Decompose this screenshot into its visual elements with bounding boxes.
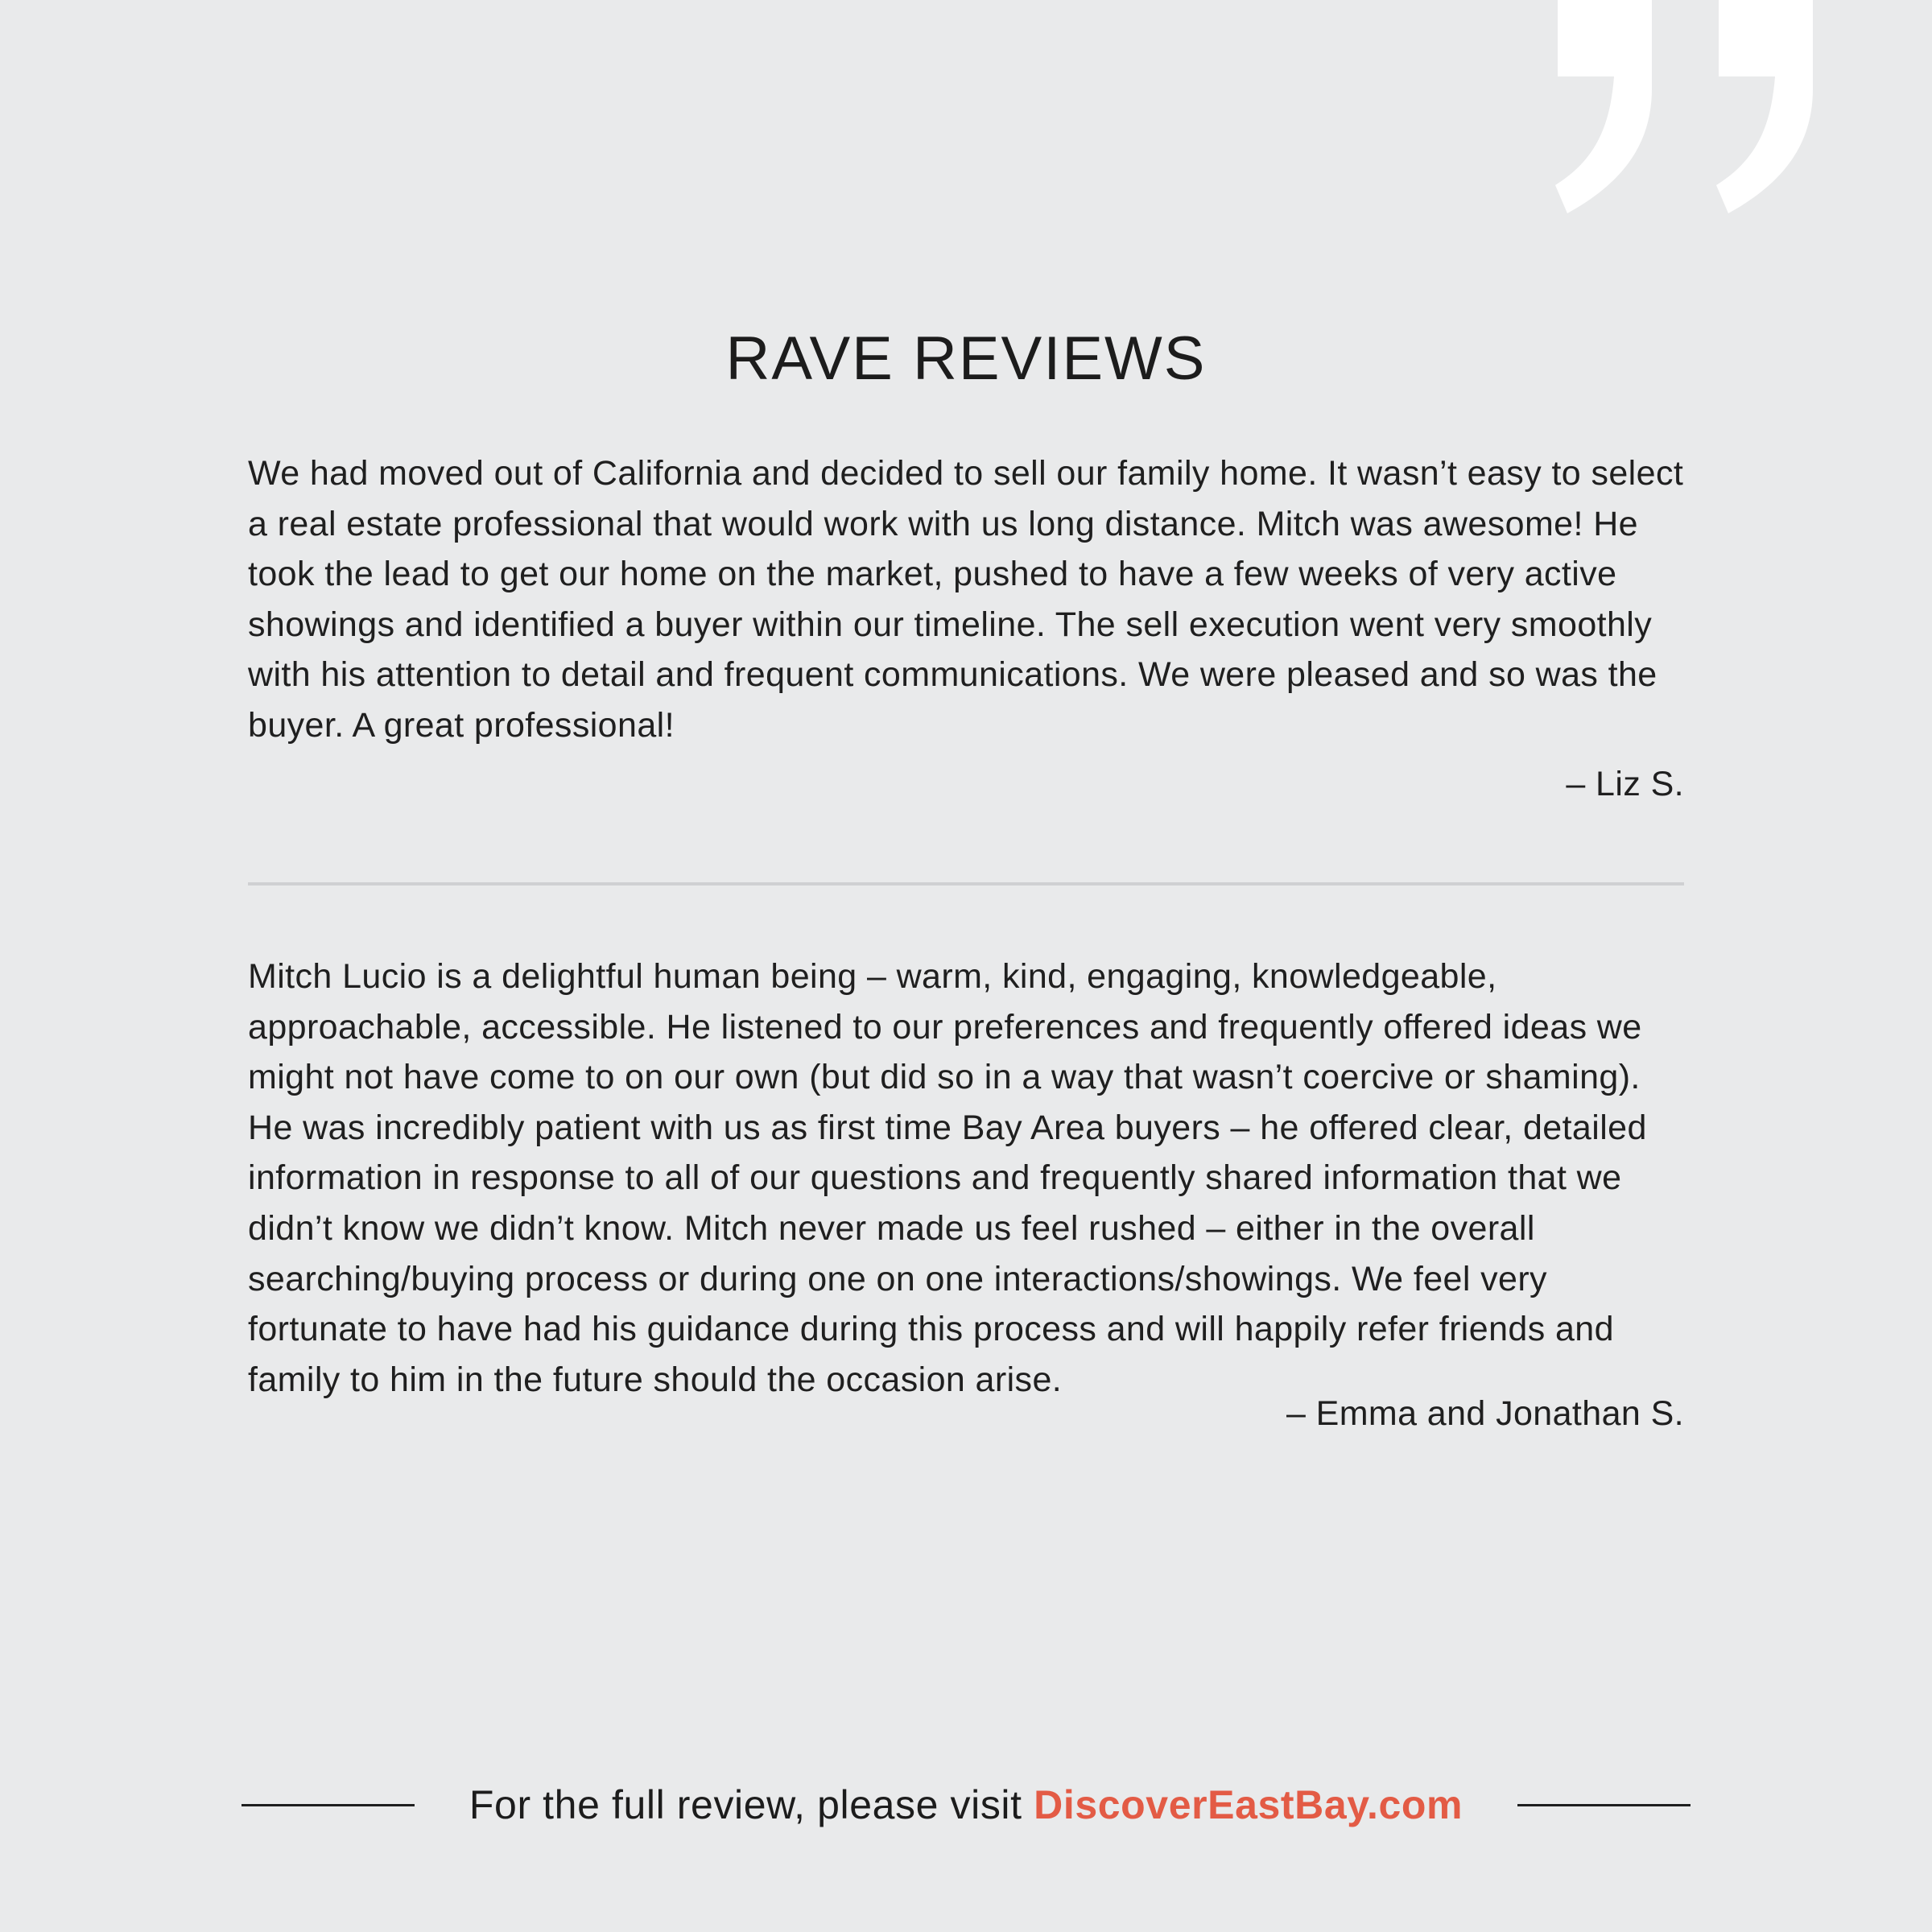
footer-call-to-action bbox=[242, 1773, 1690, 1837]
footer-rule-right bbox=[1517, 1804, 1690, 1806]
review-card bbox=[248, 952, 1684, 1439]
review-text: We had moved out of California and decided to sell our family home. It wasn’t easy to select a real estate professional that would work with us long distance. Mitch was awesome! He took the lead to get our home on the market, pushed to have a few weeks of very active showings and identified a buyer within our timeline. The sell execution went very smoothly with his attention to detail and frequent communications. We were pleased and so was the buyer. A great professional! bbox=[248, 454, 1684, 745]
closing-quote-icon bbox=[1538, 0, 1827, 217]
section-divider bbox=[248, 882, 1684, 886]
review-card bbox=[248, 448, 1684, 809]
review-text: Mitch Lucio is a delightful human being – warm, kind, engaging, knowledgeable, approachable, accessible. He listened to our preferences and frequently offered ideas we might not have come to on our own (but did so in a way that wasn’t coercive or shaming). He was incredibly patient with us as first time Bay Area buyers – he offered clear, detailed information in response to all of our questions and frequently shared information that we didn’t know we didn’t know. Mitch never made us feel rushed – either in the overall searching/buying process or during one on one interactions/showings. We feel very fortunate to have had his guidance during this process and will happily refer friends and family to him in the future should the occasion arise. bbox=[248, 957, 1647, 1399]
footer-rule-left bbox=[242, 1804, 415, 1806]
review-author: – Liz S. bbox=[1566, 764, 1684, 803]
review-author: – Emma and Jonathan S. bbox=[1286, 1394, 1684, 1434]
footer-prefix: For the full review, please visit bbox=[469, 1782, 1034, 1827]
footer-text bbox=[469, 1781, 1463, 1828]
website-link[interactable]: DiscoverEastBay.com bbox=[1034, 1782, 1463, 1827]
page-title: RAVE REVIEWS bbox=[725, 324, 1207, 393]
